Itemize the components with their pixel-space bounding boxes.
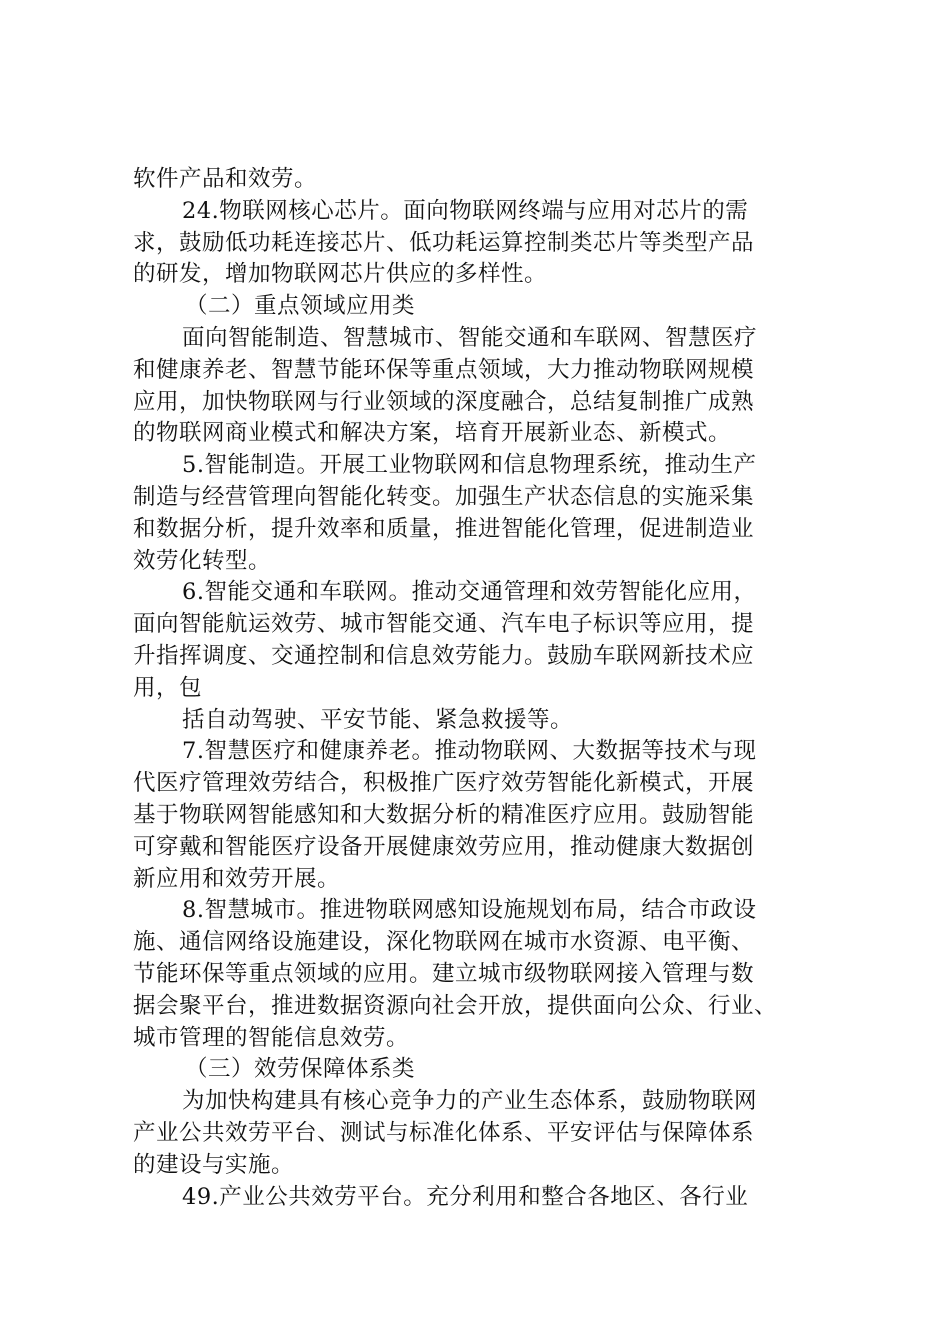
text-line: 面向智能航运效劳、城市智能交通、汽车电子标识等应用，提	[133, 611, 755, 638]
text-line: 制造与经营管理向智能化转变。加强生产状态信息的实施采集	[133, 483, 755, 510]
text-line: 可穿戴和智能医疗设备开展健康效劳应用，推动健康大数据创	[133, 833, 755, 860]
text-line: 软件产品和效劳。	[133, 166, 318, 192]
text-line: 代医疗管理效劳结合，积极推广医疗效劳智能化新模式，开展	[133, 770, 755, 797]
text-line: 的研发，增加物联网芯片供应的多样性。	[133, 261, 548, 288]
text-line: 效劳化转型。	[133, 547, 272, 574]
paragraph-start-line: 6.智能交通和车联网。推动交通管理和效劳智能化应用，	[182, 579, 757, 606]
text-line: 用，包	[133, 674, 203, 701]
text-line: 新应用和效劳开展。	[133, 865, 341, 892]
text-line: 基于物联网智能感知和大数据分析的精准医疗应用。鼓励智能	[133, 801, 755, 828]
text-line: 节能环保等重点领域的应用。建立城市级物联网接入管理与数	[133, 960, 755, 987]
text-line: 产业公共效劳平台、测试与标准化体系、平安评估与保障体系	[133, 1119, 755, 1146]
text-line: 和健康养老、智慧节能环保等重点领域，大力推动物联网规模	[133, 356, 755, 383]
paragraph-start-line: 面向智能制造、智慧城市、智能交通和车联网、智慧医疗	[182, 324, 758, 351]
text-line: 升指挥调度、交通控制和信息效劳能力。鼓励车联网新技术应	[133, 642, 755, 669]
text-line: 的物联网商业模式和解决方案，培育开展新业态、新模式。	[133, 420, 732, 447]
paragraph-start-line: 为加快构建具有核心竞争力的产业生态体系，鼓励物联网	[182, 1088, 758, 1115]
text-line: 城市管理的智能信息效劳。	[133, 1024, 410, 1051]
text-line: 施、通信网络设施建设，深化物联网在城市水资源、电平衡、	[133, 929, 755, 956]
document-body	[133, 164, 823, 1213]
text-line: 求，鼓励低功耗连接芯片、低功耗运算控制类芯片等类型产品	[133, 229, 755, 256]
paragraph-start-line: 括自动驾驶、平安节能、紧急救援等。	[182, 706, 574, 733]
section-heading: （三）效劳保障体系类	[185, 1056, 416, 1083]
paragraph-start-line: 8.智慧城市。推进物联网感知设施规划布局，结合市政设	[182, 897, 757, 924]
paragraph-start-line: 7.智慧医疗和健康养老。推动物联网、大数据等技术与现	[182, 738, 757, 765]
paragraph-start-line: 5.智能制造。开展工业物联网和信息物理系统，推动生产	[182, 452, 757, 479]
paragraph-start-line: 49.产业公共效劳平台。充分利用和整合各地区、各行业	[182, 1183, 749, 1210]
text-line: 的建设与实施。	[133, 1151, 295, 1178]
text-line: 应用，加快物联网与行业领域的深度融合，总结复制推广成熟	[133, 388, 755, 415]
text-line: 和数据分析，提升效率和质量，推进智能化管理，促进制造业	[133, 515, 755, 542]
text-line: 据会聚平台，推进数据资源向社会开放，提供面向公众、行业、	[133, 992, 778, 1019]
paragraph-start-line: 24.物联网核心芯片。面向物联网终端与应用对芯片的需	[182, 197, 749, 224]
section-heading: （二）重点领域应用类	[185, 293, 416, 320]
